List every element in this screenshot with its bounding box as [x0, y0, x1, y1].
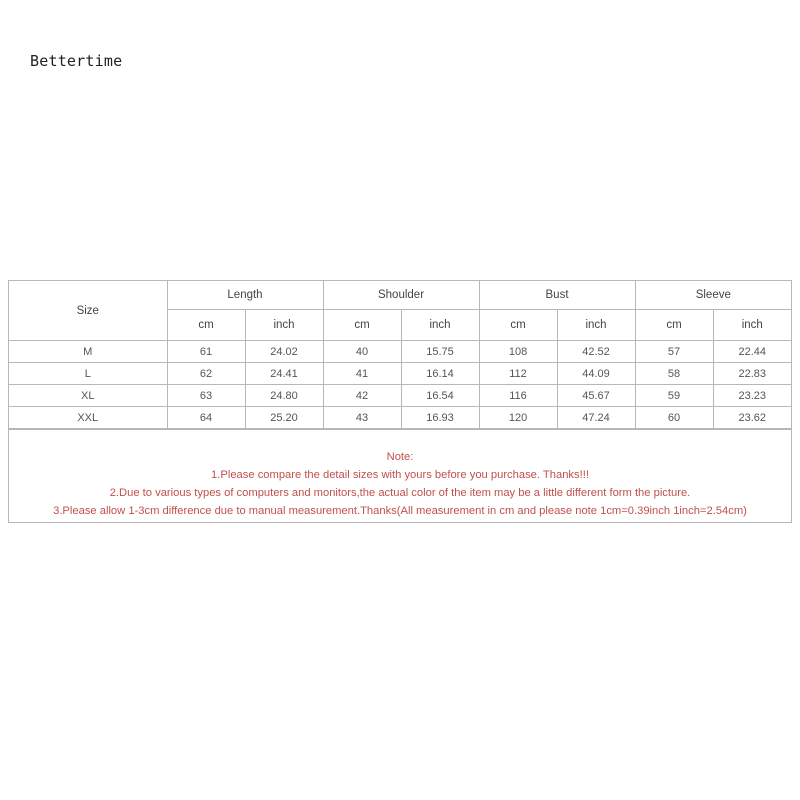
unit-header: cm: [479, 310, 557, 341]
table-cell: 43: [323, 407, 401, 429]
table-cell: 59: [635, 385, 713, 407]
note-line: 2.Due to various types of computers and monitors,the actual color of the item may be a little different form the picture.: [109, 487, 691, 499]
unit-header: cm: [167, 310, 245, 341]
size-header: Size: [9, 281, 167, 341]
table-cell: 64: [167, 407, 245, 429]
table-row: [9, 385, 791, 407]
brand-name: Bettertime: [30, 52, 123, 70]
table-cell: 16.14: [401, 363, 479, 385]
table-cell: 24.41: [245, 363, 323, 385]
table-cell: 116: [479, 385, 557, 407]
table-cell: 16.54: [401, 385, 479, 407]
table-cell: 23.62: [713, 407, 791, 429]
table-row: [9, 363, 791, 385]
table-row: [9, 407, 791, 429]
table-cell: 25.20: [245, 407, 323, 429]
table-cell: 120: [479, 407, 557, 429]
table-cell: 57: [635, 341, 713, 363]
table-cell: 45.67: [557, 385, 635, 407]
group-header-length: Length: [167, 281, 323, 310]
table-cell: 22.83: [713, 363, 791, 385]
note-line: 1.Please compare the detail sizes with yours before you purchase. Thanks!!!: [211, 469, 589, 481]
note-title: Note:: [386, 451, 414, 463]
size-cell: XL: [9, 385, 167, 407]
table-cell: 23.23: [713, 385, 791, 407]
table-cell: 47.24: [557, 407, 635, 429]
table-cell: 44.09: [557, 363, 635, 385]
table-cell: 16.93: [401, 407, 479, 429]
table-cell: 22.44: [713, 341, 791, 363]
size-cell: XXL: [9, 407, 167, 429]
table-cell: 60: [635, 407, 713, 429]
unit-header: cm: [323, 310, 401, 341]
group-header-shoulder: Shoulder: [323, 281, 479, 310]
group-header-sleeve: Sleeve: [635, 281, 791, 310]
table-cell: 112: [479, 363, 557, 385]
table-cell: 108: [479, 341, 557, 363]
size-cell: L: [9, 363, 167, 385]
unit-header: cm: [635, 310, 713, 341]
unit-header: inch: [557, 310, 635, 341]
table-cell: 63: [167, 385, 245, 407]
table-cell: 61: [167, 341, 245, 363]
table-cell: 40: [323, 341, 401, 363]
table-cell: 41: [323, 363, 401, 385]
table-cell: 15.75: [401, 341, 479, 363]
note-line: 3.Please allow 1-3cm difference due to manual measurement.Thanks(All measurement in cm and please note 1cm=0.39inch 1inch=2.54cm): [53, 505, 747, 517]
table-cell: 24.80: [245, 385, 323, 407]
notes-section: [9, 429, 791, 522]
table-cell: 42: [323, 385, 401, 407]
size-chart: [8, 280, 792, 523]
table-cell: 58: [635, 363, 713, 385]
table-cell: 42.52: [557, 341, 635, 363]
unit-header: inch: [401, 310, 479, 341]
header-group-row: [9, 281, 791, 310]
size-table: [9, 281, 791, 429]
unit-header: inch: [245, 310, 323, 341]
group-header-bust: Bust: [479, 281, 635, 310]
table-cell: 24.02: [245, 341, 323, 363]
table-row: [9, 341, 791, 363]
size-cell: M: [9, 341, 167, 363]
unit-header: inch: [713, 310, 791, 341]
table-cell: 62: [167, 363, 245, 385]
